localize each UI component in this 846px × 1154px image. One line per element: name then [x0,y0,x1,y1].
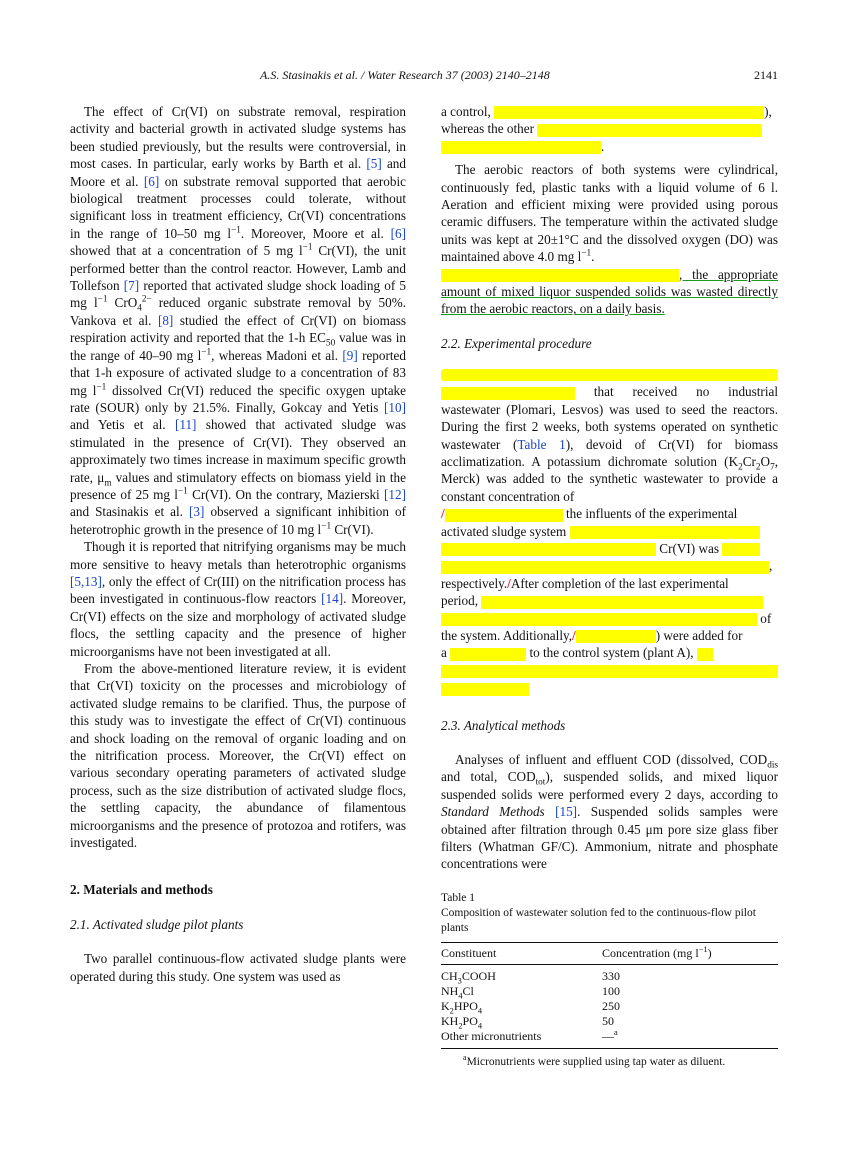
table-header-concentration: Concentration (mg $l^{-1}$) [602,942,778,964]
highlight-redacted [537,124,762,137]
ref-12[interactable]: [12] [384,486,406,502]
running-title: A.S. Stasinakis et al. / Water Research 37 (2003) 2140–2148 [260,68,550,82]
table-1-label: Table 1 [441,891,476,904]
analytical-paragraph: Analyses of influent and effluent COD (dissolved, $COD_{dis}$ and total, $COD_{tot}$), suspended solids, and mixed liquor suspended solids were performed every 2 days, according to Standard Methods [15]. Suspended solids samples were obtained after filtration through 0.45 μm pore size glass fiber filters (Whatman GF/C). Ammonium, nitrate and phosphate concentrations were [441,752,778,872]
methods-paragraph-1-cont: a control, ), whereas the other . [441,104,772,154]
table-1-link[interactable]: Table 1 [517,436,566,452]
highlight-redacted [450,648,526,661]
reactor-paragraph: The aerobic reactors of both systems were cylindrical, continuously fed, plastic tanks with a liquid volume of 6 l. Aeration and efficient mixing were provided using porous ceramic diffusers. The temperature within the activated sludge units was kept at 20±1°C and the dissolved oxygen (DO) was maintained above 4.0 mg $l^{-1}$. , the appropriate amount of mixed liquor suspended solids was wasted directly from the aerobic reactors, on a daily basis. [441,162,778,317]
highlight-redacted [441,387,575,400]
highlight-redacted [441,613,757,626]
ref-10[interactable]: [10] [384,399,406,415]
ref-6[interactable]: [6] [143,173,160,189]
highlight-redacted [576,630,656,643]
highlight-redacted [441,141,601,154]
table-header-constituent: Constituent [441,942,602,964]
table-row: $NH_4Cl$ 100 [441,983,621,1001]
intro-paragraph-2: Though it is reported that nitrifying organisms may be much more sensitive to heavy metals than heterotrophic organisms [5,13], only the effect of Cr(III) on the nitrification process has been investigated in continuous-flow reactors [14]. Moreover, Cr(VI) effects on the size and morphology of activated sludge flocs, the settling capacity and the presence of higher microorganisms have not been investigated at all. [70,539,407,659]
methods-paragraph-1: Two parallel continuous-flow activated sludge plants were operated during this study. One system was used as [70,951,406,984]
highlight-redacted [441,665,778,678]
ref-5-13[interactable]: [5,13] [70,573,102,589]
red-strike-mark: / [507,575,511,591]
table-1 [441,891,778,1070]
highlight-redacted [441,683,529,696]
table-1-caption: Composition of wastewater solution fed to the continuous-flow pilot plants [441,906,756,934]
right-column [441,103,778,1070]
highlight-redacted [441,269,679,282]
subsection-2-1-title: 2.1. Activated sludge pilot plants [70,916,244,932]
composition-table [441,942,778,1049]
table-row: $K_2HPO_4$ 250 [441,998,621,1016]
table-row: $CH_3COOH$ 330 [441,968,621,986]
ref-8[interactable]: [8] [157,312,174,328]
highlight-redacted [445,509,563,522]
ref-15[interactable]: [15] [555,804,578,820]
page-number: 2141 [754,68,778,82]
ref-6b[interactable]: [6] [390,225,406,241]
ref-3[interactable]: [3] [189,504,205,520]
ref-7[interactable]: [7] [123,278,140,294]
highlight-redacted [494,106,764,119]
subsection-2-3-title: 2.3. Analytical methods [441,717,566,733]
highlight-redacted [441,543,656,556]
ref-9[interactable]: [9] [342,347,358,363]
left-column [70,103,406,985]
table-row: $KH_2PO_4$ 50 [441,1013,615,1031]
section-2-title: 2. Materials and methods [70,882,213,898]
subsection-2-2-title: 2.2. Experimental procedure [441,335,592,351]
table-footnote: $^a$Micronutrients were supplied using tap water as diluent. [463,1053,726,1068]
table-row: Other micronutrients —$^a$ [441,1029,778,1049]
experimental-paragraph: that received no industrial wastewater (Plomari, Lesvos) was used to seed the reactors. During the first 2 weeks, both systems operated on synthetic wastewater (Table 1), devoid of Cr(VI) for biomass acclimatization. A potassium dichromate solution ($K_2Cr_2O_7$, Merck) was added to the synthetic wastewater to provide a constant concentration of / the influents of the experimental activated sludge system Cr(VI) was , respectively./After completion of the last experimental period, of the system. Additionally,/ ) were added for a to the control system (plant A), [441,383,778,696]
highlight-redacted [441,369,778,381]
highlight-redacted [722,543,760,556]
intro-paragraph-3: From the above-mentioned literature review, it is evident that Cr(VI) toxicity on the processes and microbiology of activated sludge remains to be clarified. Thus, the purpose of this study was to investigate the effect of Cr(VI) continuous and shock loading on the removal of organic loading and on the nitrification process. Moreover, the Cr(VI) effect on various secondary operating parameters of activated sludge process, such as the size distribution of activated sludge flocs, the settling capacity, the abundance of filamentous microorganisms and the presence of protozoa and rotifers, was investigated. [70,661,406,851]
red-strike-mark: / [572,627,576,643]
intro-paragraph-1: The effect of Cr(VI) on substrate removal, respiration activity and bacterial growth in activated sludge systems has been studied previously, but the results were controversial, in most cases. In particular, early works by Barth et al. [5] and Moore et al. [6] on substrate removal supported that aerobic biological treatment processes could tolerate, without significant loss in treatment efficiency, Cr(VI) concentrations in the range of 10–50 mg $l^{-1}$. Moreover, Moore et al. [6] showed that at a concentration of 5 mg $l^{-1}$ Cr(VI), the unit performed better than the control reactor. However, Lamb and Tollefson [7] reported that activated sludge shock loading of 5 mg $l^{-1}$ CrO$_4^{2-}$ reduced organic substrate removal by 50%. Vankova et al. [8] studied the effect of Cr(VI) on biomass respiration activity and reported that the 1-h $EC_{50}$ value was in the range of 40–90 mg $l^{-1}$, whereas Madoni et al. [9] reported that 1-h exposure of activated sludge to a concentration of 83 mg $l^{-1}$ dissolved Cr(VI) reduced the specific oxygen uptake rate (SOUR) only by 21.5%. Finally, Gokcay and Yetis [10] and Yetis et al. [11] showed that activated sludge was stimulated in the presence of Cr(VI). They observed an approximately two times increase in maximum specific growth rate, $\mu_m$ values and stimulatory effects on biomass yield in the presence of 25 mg $l^{-1}$ Cr(VI). On the contrary, Mazierski [12] and Stasinakis et al. [3] observed a significant inhibition of heterotrophic growth in the presence of 10 mg $l^{-1}$ Cr(VI). [70,104,407,537]
red-strike-mark: / [441,506,445,522]
highlight-redacted [697,648,713,661]
ref-14[interactable]: [14] [321,591,344,607]
highlight-redacted [481,596,763,609]
ref-11[interactable]: [11] [174,417,197,433]
ref-5[interactable]: [5] [366,156,382,172]
highlight-redacted [441,561,769,574]
highlight-redacted [570,526,760,539]
